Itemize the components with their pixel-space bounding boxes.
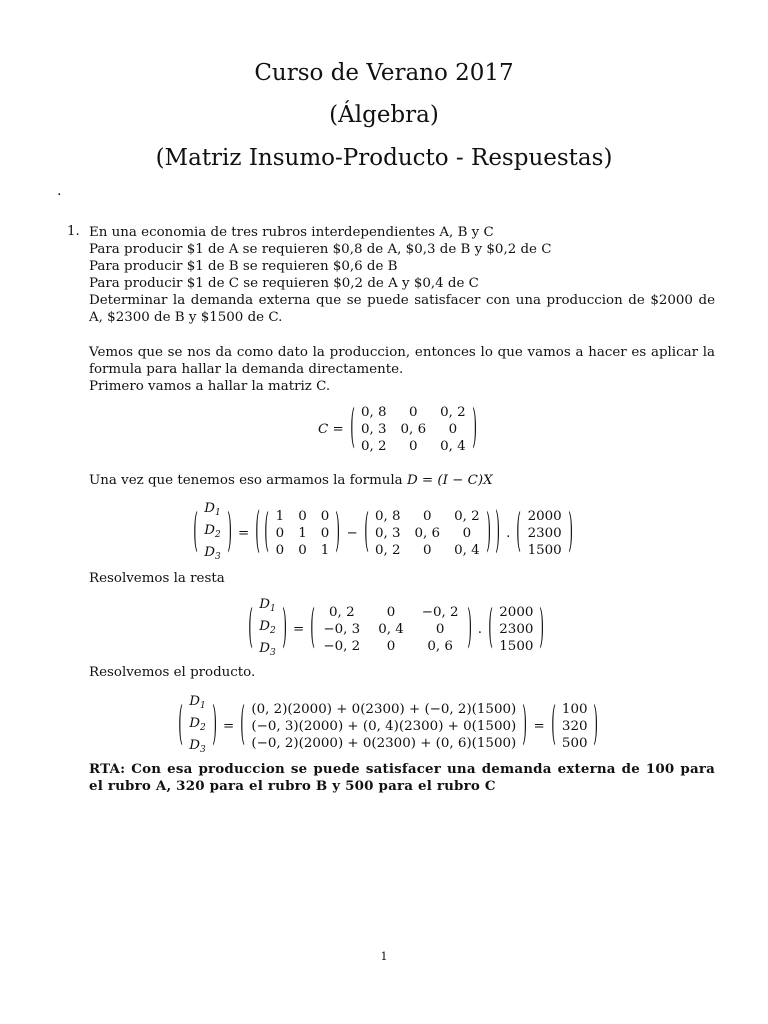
- matrix-cell: 0: [435, 621, 445, 637]
- matrix-cell: 0, 8: [374, 508, 401, 524]
- product-row-1: (0, 2)(2000) + 0(2300) + (−0, 2)(1500): [251, 701, 517, 717]
- matrix-cell: 0, 2: [454, 508, 480, 524]
- d2-label: $D_2$: [259, 619, 276, 636]
- solution-step-1: Primero vamos a hallar la matriz C.: [89, 379, 331, 394]
- matrix-c-label: C =: [318, 422, 344, 437]
- matrix-cell: 0, 6: [427, 638, 453, 654]
- vector-x: ( 2000 2300 1500 ): [488, 603, 545, 655]
- matrix-cell: 0, 4: [440, 439, 466, 454]
- solution-step-4: Resolvemos el producto.: [89, 665, 256, 680]
- identity-matrix: ( 1 0 0 0 1 0 0 0 1 ): [264, 507, 341, 559]
- d1-label: $D_1$: [259, 597, 276, 614]
- vector-x: ( 2000 2300 1500 ): [516, 507, 573, 559]
- matrix-cell: 0: [409, 405, 418, 420]
- x1-value: 2000: [499, 604, 534, 620]
- matrix-cell: −0, 2: [323, 638, 361, 654]
- matrix-c-equation: [318, 404, 477, 455]
- x2-value: 2300: [499, 621, 534, 637]
- matrix-c-repeat: ( 0, 8 0 0, 2 0, 3 0, 6 0 0, 2 0 0, 4 ): [363, 507, 491, 559]
- x3-value: 1500: [527, 542, 562, 558]
- matrix-cell: −0, 2: [421, 604, 459, 620]
- matrix-c-cells: [361, 404, 466, 455]
- subtraction-equation: ( $D_1$ $D_2$ $D_3$ ) = ( 0, 2 0 −0, 2 −0, 3 0, 4 0 −0, 2 0 0, 6 ) . ( 2000 2300 1500 ): [248, 596, 545, 662]
- problem-number: 1.: [67, 224, 80, 239]
- matrix-cell: 0: [386, 604, 396, 620]
- document-title: Curso de Verano 2017: [254, 60, 514, 86]
- d2-label: $D_2$: [189, 716, 206, 733]
- matrix-cell: 1: [320, 542, 330, 558]
- matrix-cell: 0: [320, 525, 330, 541]
- matrix-c: ( 0, 8 0 0, 2 0, 3 0, 6 0 0, 2 0 0, 4 ): [349, 404, 477, 455]
- vector-d: ( $D_1$ $D_2$ $D_3$ ): [248, 596, 287, 662]
- document-topic: (Matriz Insumo-Producto - Respuestas): [155, 145, 613, 171]
- matrix-cell: 0: [386, 638, 396, 654]
- matrix-cell: 1: [275, 508, 285, 524]
- problem-line-2: Para producir $1 de A se requieren $0,8 de A, $0,3 de B y $0,2 de C: [89, 242, 552, 257]
- d3-label: $D_3$: [259, 641, 276, 658]
- problem-line-3: Para producir $1 de B se requieren $0,6 de B: [89, 259, 398, 274]
- d3-label: $D_3$: [189, 738, 206, 755]
- page-number: 1: [380, 950, 388, 963]
- d2-label: $D_2$: [204, 523, 221, 540]
- matrix-cell: 1: [298, 525, 307, 541]
- product-equation: ( $D_1$ $D_2$ $D_3$ ) = ( (0, 2)(2000) + 0(2300) + (−0, 2)(1500) (−0, 3)(2000) + (0, 4)(2300) + 0(1500) (−0, 2)(2000) + 0(2300) + (0, 6)(1500) ) = ( 100 320 500 ): [178, 693, 599, 759]
- x3-value: 1500: [499, 638, 534, 654]
- d1-label: $D_1$: [204, 501, 221, 518]
- matrix-cell: 0: [275, 525, 285, 541]
- formula: D = (I − C)X: [406, 473, 493, 488]
- d3-label: $D_3$: [204, 545, 221, 562]
- result-b: 320: [561, 718, 588, 734]
- matrix-cell: −0, 3: [323, 621, 361, 637]
- problem-line-1: En una economia de tres rubros interdependientes A, B y C: [89, 225, 494, 240]
- vector-d: ( $D_1$ $D_2$ $D_3$ ): [178, 693, 217, 759]
- matrix-cell: 0: [462, 525, 472, 541]
- matrix-cell: 0, 8: [360, 405, 387, 420]
- solution-intro: Vemos que se nos da como dato la produccion, entonces lo que vamos a hacer es aplicar la formula para hallar la demanda directamente.: [89, 345, 715, 377]
- result-vector: ( 100 320 500 ): [550, 700, 599, 752]
- matrix-cell: 0: [298, 508, 307, 524]
- product-row-3: (−0, 2)(2000) + 0(2300) + (0, 6)(1500): [251, 735, 517, 751]
- matrix-cell: 0, 2: [440, 405, 466, 420]
- formula-equation: ( $D_1$ $D_2$ $D_3$ ) = ( ( 1 0 0 0 1 0 0 0 1 ) − ( 0, 8 0 0, 2 0, 3 0, 6 0 0, 2 0 0, 4 ) ) . ( 2000 2300 1500 ): [193, 500, 573, 566]
- product-expansion: ( (0, 2)(2000) + 0(2300) + (−0, 2)(1500) (−0, 3)(2000) + (0, 4)(2300) + 0(1500) (−0, 2)(2000) + 0(2300) + (0, 6)(1500) ): [240, 700, 528, 752]
- problem-line-4: Para producir $1 de C se requieren $0,2 de A y $0,4 de C: [89, 276, 479, 291]
- vector-d: ( $D_1$ $D_2$ $D_3$ ): [193, 500, 232, 566]
- matrix-cell: 0, 4: [454, 542, 480, 558]
- document-subtitle: (Álgebra): [329, 102, 439, 128]
- matrix-cell: 0, 6: [414, 525, 441, 541]
- matrix-cell: 0: [423, 542, 432, 558]
- matrix-cell: 0: [423, 508, 432, 524]
- stray-dot: .: [57, 183, 62, 199]
- i-minus-c-matrix: ( 0, 2 0 −0, 2 −0, 3 0, 4 0 −0, 2 0 0, 6 ): [310, 603, 472, 655]
- matrix-cell: 0, 2: [360, 439, 387, 454]
- matrix-cell: 0: [298, 542, 307, 558]
- matrix-cell: 0, 6: [400, 422, 427, 437]
- matrix-cell: 0: [320, 508, 330, 524]
- x1-value: 2000: [527, 508, 562, 524]
- result-a: 100: [561, 701, 588, 717]
- solution-step-2: [89, 472, 715, 489]
- matrix-cell: 0, 3: [374, 525, 401, 541]
- answer: RTA: Con esa produccion se puede satisfacer una demanda externa de 100 para el rubro A, 320 para el rubro B y 500 para el rubro C: [89, 761, 715, 794]
- matrix-cell: 0, 2: [374, 542, 401, 558]
- solution-step-3: Resolvemos la resta: [89, 571, 225, 586]
- x2-value: 2300: [527, 525, 562, 541]
- matrix-cell: 0, 3: [360, 422, 387, 437]
- product-row-2: (−0, 3)(2000) + (0, 4)(2300) + 0(1500): [251, 718, 517, 734]
- d1-label: $D_1$: [189, 694, 206, 711]
- result-c: 500: [561, 735, 588, 751]
- matrix-cell: 0: [409, 439, 418, 454]
- matrix-cell: 0, 4: [378, 621, 404, 637]
- matrix-cell: 0, 2: [329, 604, 355, 620]
- step-2-text: Una vez que tenemos eso armamos la formula: [89, 473, 403, 488]
- matrix-cell: 0: [448, 422, 458, 437]
- problem-line-5: Determinar la demanda externa que se puede satisfacer con una produccion de $2000 de A, $2300 de B y $1500 de C.: [89, 293, 715, 325]
- matrix-cell: 0: [275, 542, 285, 558]
